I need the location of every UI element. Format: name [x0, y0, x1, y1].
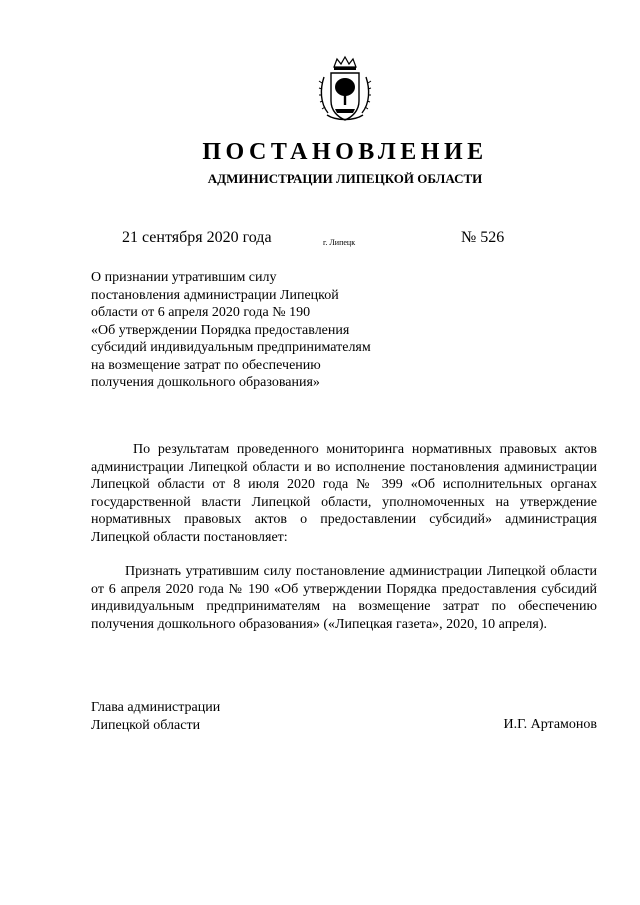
document-subject	[91, 269, 421, 392]
subject-line: получения дошкольного образования»	[91, 375, 320, 390]
subject-line: области от 6 апреля 2020 года № 190	[91, 305, 311, 320]
subject-line: постановления администрации Липецкой	[91, 287, 339, 303]
subject-line: на возмещение затрат по обеспечению	[91, 357, 321, 373]
coat-of-arms-icon	[316, 55, 374, 125]
signatory-position	[91, 699, 220, 734]
body-paragraph: По результатам проведенного мониторинга нормативных правовых актов администрации Липецкой области и во исполнение постановления администрации Липецкой области от 8 июля 2020 года № 399 «Об исполнительных органах государственной власти Липецкой области, уполномоченных на утверждение нормативных правовых актов о предоставлении субсидий» администрация Липецкой области постановляет:	[91, 442, 597, 545]
signatory-name: И.Г. Артамонов	[503, 717, 597, 732]
subject-line: О признании утратившим силу	[91, 270, 277, 285]
subject-line: «Об утверждении Порядка предоставления	[91, 322, 350, 338]
body-paragraph: Признать утратившим силу постановление администрации Липецкой области от 6 апреля 2020 года № 190 «Об утверждении Порядка предоставления субсидий индивидуальным предпринимателям на возмещение затрат по обеспечению получения дошкольного образования» («Липецкая газета», 2020, 10 апреля).	[91, 564, 597, 632]
document-issuer: АДМИНИСТРАЦИИ ЛИПЕЦКОЙ ОБЛАСТИ	[207, 171, 483, 186]
document-city: г. Липецк	[323, 238, 356, 247]
document-title: ПОСТАНОВЛЕНИЕ	[202, 139, 488, 165]
document-number: № 526	[461, 229, 505, 246]
signatory-position-line: Липецкой области	[91, 717, 201, 733]
document-date: 21 сентября 2020 года	[122, 229, 272, 246]
signatory-position-line: Глава администрации	[91, 700, 221, 715]
subject-line: субсидий индивидуальным предпринимателям	[91, 340, 371, 355]
